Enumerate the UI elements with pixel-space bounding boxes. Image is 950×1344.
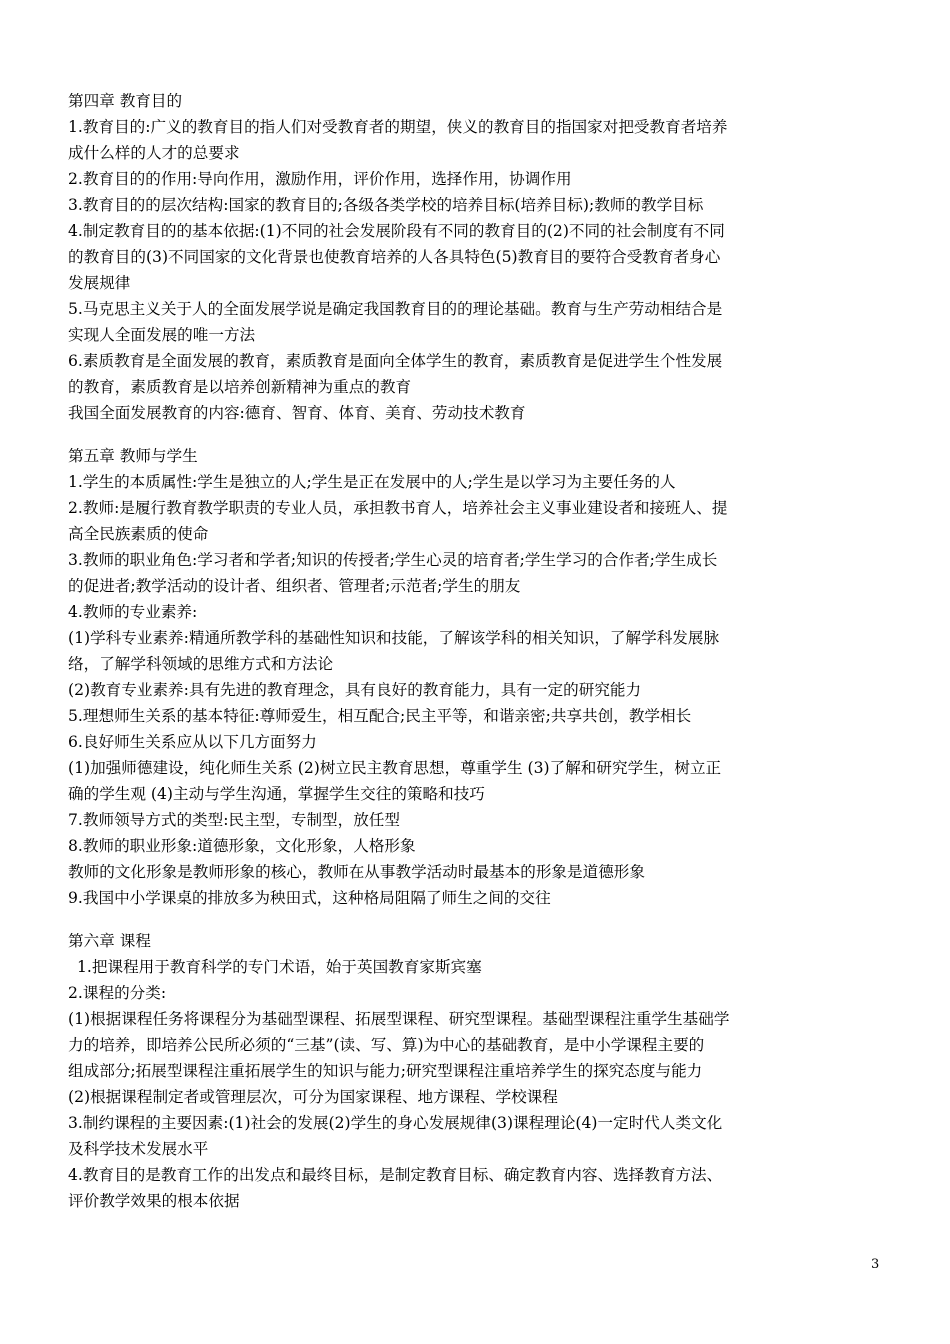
text-line: 4.教师的专业素养: [68, 603, 198, 621]
text-line: 2.教师:是履行教育教学职责的专业人员，承担教书育人，培养社会主义事业建设者和接班人、提 [68, 499, 728, 517]
section-chapter-4 [68, 88, 888, 426]
text-line: 4.制定教育目的的基本依据:(1)不同的社会发展阶段有不同的教育目的(2)不同的社会制度有不同 [68, 222, 725, 240]
text-line: 络，了解学科领域的思维方式和方法论 [68, 655, 334, 673]
text-line: 3.教师的职业角色:学习者和学者;知识的传授者;学生心灵的培育者;学生学习的合作者;学生成长 [68, 551, 718, 569]
text-line: 组成部分;拓展型课程注重拓展学生的知识与能力;研究型课程注重培养学生的探究态度与能力 [68, 1062, 703, 1080]
text-line: 3.教育目的的层次结构:国家的教育目的;各级各类学校的培养目标(培养目标);教师的教学目标 [68, 196, 704, 214]
text-line: 6.良好师生关系应从以下几方面努力 [68, 733, 317, 751]
text-line: 1.学生的本质属性:学生是独立的人;学生是正在发展中的人;学生是以学习为主要任务的人 [68, 473, 676, 491]
text-line: 6.素质教育是全面发展的教育，素质教育是面向全体学生的教育，素质教育是促进学生个性发展 [68, 352, 723, 370]
text-line: 1.教育目的:广义的教育目的指人们对受教育者的期望，侠义的教育目的指国家对把受教育者培养 [68, 118, 728, 136]
section-title: 第五章 教师与学生 [68, 447, 198, 465]
text-line: 9.我国中小学课桌的排放多为秧田式，这种格局阻隔了师生之间的交往 [68, 889, 551, 907]
text-line: 5.理想师生关系的基本特征:尊师爱生，相互配合;民主平等，和谐亲密;共享共创，教学相长 [68, 707, 692, 725]
text-line: 及科学技术发展水平 [68, 1140, 209, 1158]
text-line: 高全民族素质的使命 [68, 525, 209, 543]
text-line: 2.教育目的的作用:导向作用，激励作用，评价作用，选择作用，协调作用 [68, 170, 572, 188]
page-content [68, 88, 888, 1231]
text-line: (1)加强师德建设，纯化师生关系 (2)树立民主教育思想，尊重学生 (3)了解和研究学生，树立正 [68, 759, 722, 777]
text-line: 的教育目的(3)不同国家的文化背景也使教育培养的人各具特色(5)教育目的要符合受教育者身心 [68, 248, 721, 266]
text-line: 8.教师的职业形象:道德形象，文化形象，人格形象 [68, 837, 416, 855]
text-line: 实现人全面发展的唯一方法 [68, 326, 256, 344]
page-number: 3 [871, 1257, 880, 1272]
text-line: (1)根据课程任务将课程分为基础型课程、拓展型课程、研究型课程。基础型课程注重学生基础学 [68, 1010, 730, 1028]
text-line: 我国全面发展教育的内容:德育、智育、体育、美育、劳动技术教育 [68, 404, 526, 422]
text-line: 3.制约课程的主要因素:(1)社会的发展(2)学生的身心发展规律(3)课程理论(4)一定时代人类文化 [68, 1114, 723, 1132]
text-line: (1)学科专业素养:精通所教学科的基础性知识和技能，了解该学科的相关知识，了解学科发展脉 [68, 629, 720, 647]
text-line: 7.教师领导方式的类型:民主型，专制型，放任型 [68, 811, 401, 829]
text-line: 1.把课程用于教育科学的专门术语，始于英国教育家斯宾塞 [77, 958, 482, 976]
text-line: 教师的文化形象是教师形象的核心，教师在从事教学活动时最基本的形象是道德形象 [68, 863, 645, 881]
section-title: 第六章 课程 [68, 932, 151, 950]
section-chapter-6 [68, 928, 888, 1214]
text-line: 2.课程的分类: [68, 984, 167, 1002]
section-chapter-5 [68, 443, 888, 911]
section-title: 第四章 教育目的 [68, 92, 183, 110]
text-line: 成什么样的人才的总要求 [68, 144, 240, 162]
text-line: 力的培养，即培养公民所必须的“三基”(读、写、算)为中心的基础教育，是中小学课程主要的 [68, 1036, 705, 1054]
text-line: 评价教学效果的根本依据 [68, 1192, 240, 1210]
text-line: 的促进者;教学活动的设计者、组织者、管理者;示范者;学生的朋友 [68, 577, 521, 595]
text-line: (2)教育专业素养:具有先进的教育理念，具有良好的教育能力，具有一定的研究能力 [68, 681, 642, 699]
text-line: 5.马克思主义关于人的全面发展学说是确定我国教育目的的理论基础。教育与生产劳动相结合是 [68, 300, 723, 318]
text-line: 发展规律 [68, 274, 131, 292]
text-line: (2)根据课程制定者或管理层次，可分为国家课程、地方课程、学校课程 [68, 1088, 558, 1106]
text-line: 4.教育目的是教育工作的出发点和最终目标，是制定教育目标、确定教育内容、选择教育方法、 [68, 1166, 723, 1184]
text-line: 的教育，素质教育是以培养创新精神为重点的教育 [68, 378, 412, 396]
text-line: 确的学生观 (4)主动与学生沟通，掌握学生交往的策略和技巧 [68, 785, 485, 803]
